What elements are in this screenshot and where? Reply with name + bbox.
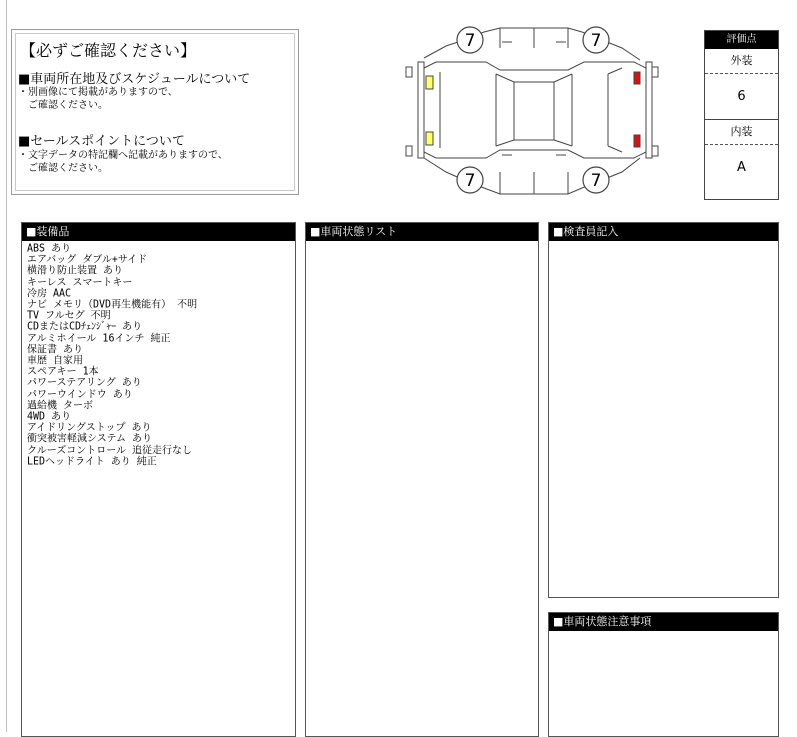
equipment-item: 冷房 AAC [27, 287, 72, 300]
wheel-marker-label: 7 [590, 31, 602, 51]
notice-box [11, 29, 299, 195]
inspector-notes-panel [548, 222, 779, 598]
interior-score: A [737, 160, 746, 175]
equipment-item: スペアキー 1本 [27, 366, 99, 378]
wheel-marker-label: 7 [464, 171, 476, 191]
notice-heading-location: ■車両所在地及びスケジュールについて [18, 72, 251, 87]
condition-notes-header: ■車両状態注意事項 [549, 613, 778, 631]
notice-text-line: ・文字データの特記欄へ記載がありますので、 [18, 150, 228, 161]
condition-list-panel [305, 222, 539, 737]
notice-title: 【必ずご確認ください】 [20, 41, 197, 60]
interior-label: 内装 [705, 120, 778, 145]
notice-text-line: ご確認ください。 [18, 163, 108, 174]
car-cabin-outline [514, 82, 554, 140]
equipment-item: 車歴 自家用 [27, 355, 84, 367]
equipment-item: 過給機 ターボ [27, 399, 94, 412]
equipment-item: ABS あり [27, 243, 72, 255]
equipment-item: アイドリングストップ あり [27, 422, 152, 434]
equipment-item: エアバッグ ダブル+サイド [27, 254, 148, 266]
inspector-notes-header: ■検査員記入 [549, 223, 778, 241]
evaluation-score-panel [704, 30, 779, 200]
notice-text-line: ご確認ください。 [18, 100, 108, 111]
equipment-item: 4WD あり [27, 411, 72, 423]
equipment-panel [21, 222, 296, 737]
equipment-item: アルミホイール 16インチ 純正 [27, 332, 171, 345]
headlight-yellow-lower [426, 132, 433, 145]
notice-heading-salespoint: ■セールスポイントについて [18, 134, 185, 149]
equipment-header: ■装備品 [22, 223, 295, 241]
score-header: 評価点 [705, 31, 778, 49]
wheel-marker-label: 7 [464, 31, 476, 51]
equipment-item: ナビ メモリ（DVD再生機能有） 不明 [27, 299, 198, 311]
taillight-red-upper [634, 72, 640, 84]
equipment-item: LEDヘッドライト あり 純正 [27, 455, 157, 468]
page-left-rule [6, 0, 7, 732]
equipment-item: TV フルセグ 不明 [27, 310, 111, 322]
equipment-item: 衝突被害軽減システム あり [27, 433, 153, 445]
notice-text-line: ・別画像にて掲載がありますので、 [18, 87, 178, 98]
equipment-item: キーレス スマートキー [27, 276, 133, 289]
equipment-item: 保証書 あり [27, 343, 84, 356]
exterior-score: 6 [705, 74, 778, 120]
car-body-top-outline [424, 62, 646, 158]
equipment-item: パワーステアリング あり [27, 377, 142, 389]
condition-notes-panel [548, 612, 779, 737]
taillight-red-lower [634, 135, 640, 147]
equipment-list [22, 241, 295, 467]
equipment-item: クルーズコントロール 追従走行なし [27, 444, 193, 457]
equipment-item: 横滑り防止装置 あり [27, 265, 124, 277]
equipment-item: パワーウインドウ あり [27, 388, 133, 401]
vehicle-condition-diagram [396, 22, 661, 200]
exterior-label: 外装 [705, 49, 778, 74]
wheel-marker-label: 7 [590, 171, 602, 191]
headlight-yellow-upper [426, 76, 433, 89]
equipment-item: CDまたはCDﾁｪﾝｼﾞｬｰ あり [27, 321, 143, 333]
condition-list-header: ■車両状態リスト [306, 223, 538, 241]
